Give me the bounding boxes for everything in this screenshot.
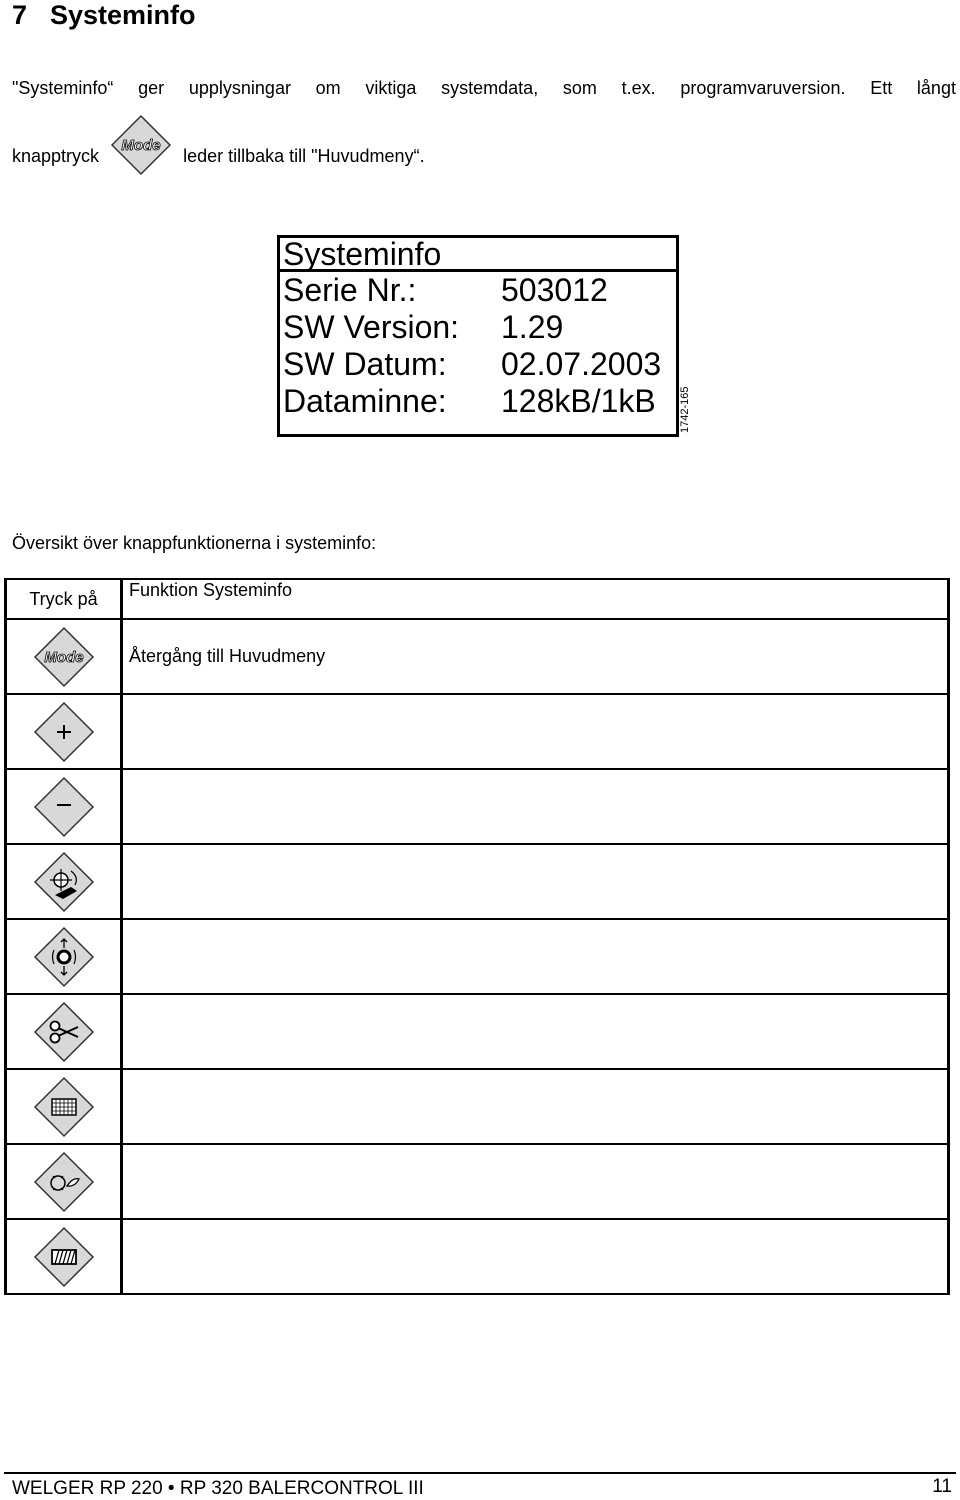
table-header-row <box>6 579 949 619</box>
table-row <box>6 1144 949 1219</box>
plus-key-icon <box>33 701 95 763</box>
display-value: 1.29 <box>501 309 564 345</box>
display-label: Dataminne: <box>283 383 447 419</box>
mode-key-label: Mode <box>121 137 161 154</box>
display-label: Serie Nr.: <box>283 272 417 308</box>
intro-word: upplysningar <box>188 78 291 98</box>
display-label: SW Version: <box>283 309 460 345</box>
display-row <box>280 346 676 383</box>
table-row <box>6 769 949 844</box>
section-heading <box>12 0 196 31</box>
section-number: 7 <box>12 0 28 30</box>
table-row <box>6 1069 949 1144</box>
intro-word: systemdata, <box>441 78 539 98</box>
wrap-key-icon <box>33 1151 95 1213</box>
display-title: Systeminfo <box>280 238 676 272</box>
footer-rule <box>4 1472 956 1474</box>
mode-key-icon <box>110 114 172 176</box>
knives-key-icon <box>33 1001 95 1063</box>
header-press: Tryck på <box>6 579 122 619</box>
footer-product: WELGER RP 220 • RP 320 BALERCONTROL III <box>12 1478 424 1499</box>
intro-word: som <box>562 78 597 98</box>
intro-word: ger <box>138 78 165 98</box>
overview-text: Översikt över knappfunktionerna i systeminfo: <box>12 533 377 553</box>
intro-line-1 <box>12 78 956 99</box>
intro-word: programvaruversion. <box>680 78 846 98</box>
table-row <box>6 694 949 769</box>
section-title: Systeminfo <box>50 0 196 30</box>
table-row <box>6 1219 949 1294</box>
function-text: Återgång till Huvudmeny <box>129 646 326 666</box>
table-row <box>6 919 949 994</box>
pickup-key-icon <box>33 851 95 913</box>
display-label: SW Datum: <box>283 346 447 382</box>
systeminfo-display <box>277 235 679 437</box>
display-value: 02.07.2003 <box>501 346 662 382</box>
display-value: 503012 <box>501 272 608 308</box>
key-function-table <box>4 578 950 1295</box>
intro-word: långt <box>916 78 956 98</box>
intro-word: viktiga <box>365 78 417 98</box>
display-value: 128kB/1kB <box>501 383 656 419</box>
intro-post-text: leder tillbaka till "Huvudmeny“. <box>183 145 425 166</box>
intro-word: Ett <box>870 78 893 98</box>
header-function: Funktion Systeminfo <box>122 579 949 619</box>
intro-word: t.ex. <box>621 78 656 98</box>
table-row <box>6 844 949 919</box>
figure-id: 1742-165 <box>679 386 691 433</box>
minus-key-icon <box>33 776 95 838</box>
net-key-icon <box>33 1076 95 1138</box>
intro-word: om <box>315 78 341 98</box>
page-number: 11 <box>932 1476 952 1497</box>
table-row <box>6 619 949 694</box>
display-row <box>280 272 676 309</box>
display-row <box>280 383 676 420</box>
mode-key-label: Mode <box>43 648 84 666</box>
display-row <box>280 309 676 346</box>
rotor-key-icon <box>33 926 95 988</box>
bale-key-icon <box>33 1226 95 1288</box>
intro-pre-text: knapptryck <box>12 145 100 166</box>
intro-line-2 <box>12 136 425 176</box>
intro-word: "Systeminfo“ <box>12 78 114 98</box>
mode-key-icon <box>33 626 95 688</box>
table-row <box>6 994 949 1069</box>
